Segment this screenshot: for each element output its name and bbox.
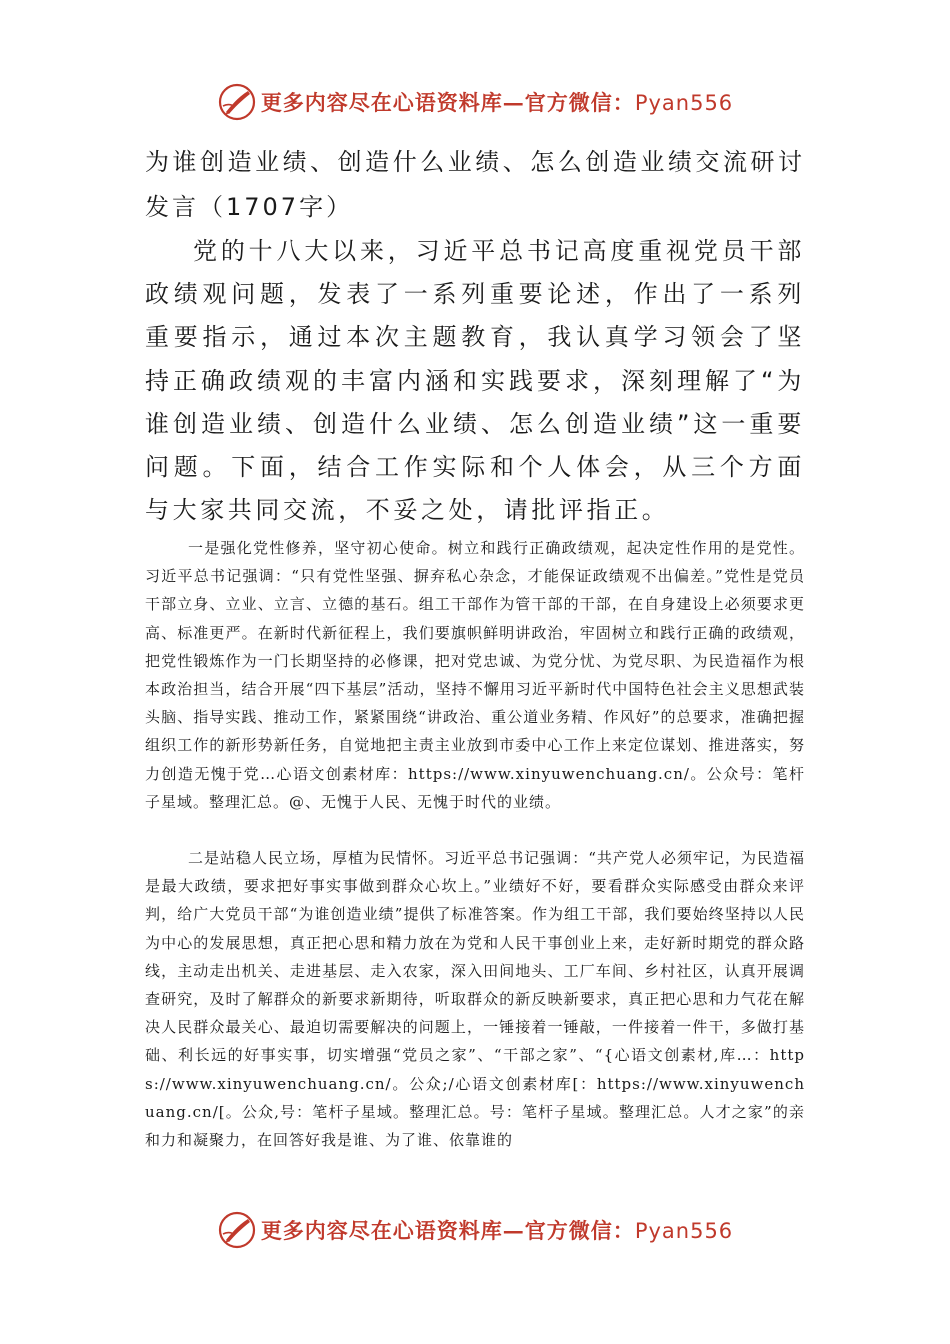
header-banner-text: 更多内容尽在心语资料库—官方微信：Pyan556 (260, 90, 734, 115)
footer-banner-text: 更多内容尽在心语资料库—官方微信：Pyan556 (260, 1218, 734, 1243)
intro-paragraph: 党的十八大以来，习近平总书记高度重视党员干部政绩观问题，发表了一系列重要论述，作出了一系列重要指示，通过本次主题教育，我认真学习领会了坚持正确政绩观的丰富内涵和实践要求，深刻理解了“为谁创造业绩、创造什么业绩、怎么创造业绩”这一重要问题。下面，结合工作实际和个人体会，从三个方面与大家共同交流，不妥之处，请批评指正。 (145, 237, 805, 525)
pen-logo-icon (217, 82, 257, 122)
document-title: 为谁创造业绩、创造什么业绩、怎么创造业绩交流研讨发言（1707字） (145, 148, 805, 221)
body-paragraph-2: 二是站稳人民立场，厚植为民情怀。习近平总书记强调：“共产党人必须牢记，为民造福是最大政绩，要求把好事实事做到群众心坎上。”业绩好不好，要看群众实际感受由群众来评判，给广大党员干部“为谁创造业绩”提供了标准答案。作为组工干部，我们要始终坚持以人民为中心的发展思想，真正把心思和精力放在为党和人民干事创业上来，走好新时期党的群众路线，主动走出机关、走进基层、走入农家，深入田间地头、工厂车间、乡村社区，认真开展调查研究，及时了解群众的新要求新期待，听取群众的新反映新要求，真正把心思和力气花在解决人民群众最关心、最迫切需要解决的问题上，一锤接着一锤敲，一件接着一件干，多做打基础、利长远的好事实事，切实增强“党员之家”、“干部之家”、“{心语文创素材,库…：https://www.xinyuwenchuang.cn/。公众;/心语文创素材库[：https://www.xinyuwenchuang.cn/[。公众,号：笔杆子星域。整理汇总。号：笔杆子星域。整理汇总。人才之家”的亲和力和凝聚力，在回答好我是谁、为了谁、依靠谁的 (145, 849, 805, 1150)
body-paragraph-1: 一是强化党性修养，坚守初心使命。树立和践行正确政绩观，起决定性作用的是党性。习近平总书记强调：“只有党性坚强、摒弃私心杂念，才能保证政绩观不出偏差。”党性是党员干部立身、立业、立言、立德的基石。组工干部作为管干部的干部，在自身建设上必须要求更高、标准更严。在新时代新征程上，我们要旗帜鲜明讲政治，牢固树立和践行正确的政绩观，把党性锻炼作为一门长期坚持的必修课，把对党忠诚、为党分忧、为党尽职、为民造福作为根本政治担当，结合开展“四下基层”活动，坚持不懈用习近平新时代中国特色社会主义思想武装头脑、指导实践、推动工作，紧紧围绕“讲政治、重公道业务精、作风好”的总要求，准确把握组织工作的新形势新任务，自觉地把主责主业放到市委中心工作上来定位谋划、推进落实，努力创造无愧于党…心语文创素材库：https://www.xinyuwenchuang.cn/。公众号：笔杆子星域。整理汇总。@、无愧于人民、无愧于时代的业绩。 (145, 539, 805, 811)
footer-banner (0, 1208, 950, 1252)
footer-wechat-id: Pyan556 (634, 1219, 734, 1243)
pen-logo-icon (217, 1210, 257, 1250)
header-banner (0, 80, 950, 124)
header-wechat-id: Pyan556 (634, 91, 734, 115)
